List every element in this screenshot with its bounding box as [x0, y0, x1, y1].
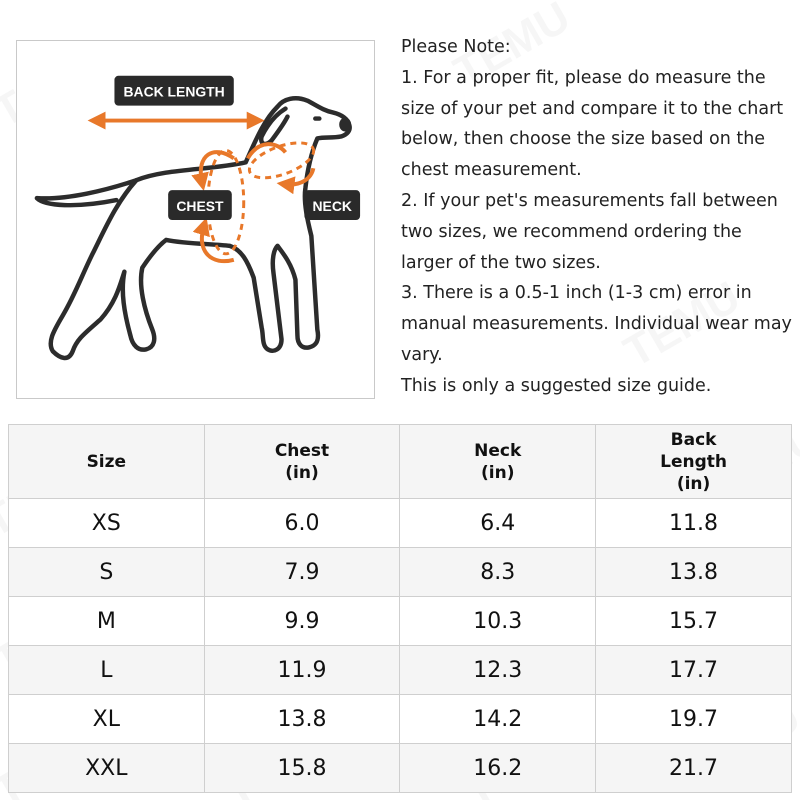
header-neck: Neck (in): [400, 425, 596, 499]
cell-neck: 8.3: [400, 548, 596, 597]
dog-diagram-svg: [17, 41, 374, 398]
table-row: [9, 744, 792, 793]
label-back-length-text: BACK LENGTH: [123, 83, 225, 100]
note-item-3: 3. There is a 0.5-1 inch (1-3 cm) error in manual measurements. Individual wear may vary.: [401, 283, 792, 365]
dog-outline: [37, 98, 350, 358]
dog-nose: [339, 118, 351, 132]
note-heading: Please Note:: [401, 37, 511, 57]
label-neck: [304, 190, 360, 220]
cell-back-length: 21.7: [596, 744, 792, 793]
cell-size: XXL: [9, 744, 205, 793]
cell-back-length: 17.7: [596, 646, 792, 695]
cell-size: XS: [9, 499, 205, 548]
table-header-row: [9, 425, 792, 499]
cell-neck: 12.3: [400, 646, 596, 695]
cell-chest: 6.0: [204, 499, 400, 548]
cell-size: S: [9, 548, 205, 597]
note-item-1: 1. For a proper fit, please do measure the size of your pet and compare it to the chart below, then choose the size based on the chest measurement.: [401, 67, 784, 181]
label-chest: [168, 190, 232, 220]
size-note: [401, 32, 797, 402]
header-chest: Chest (in): [204, 425, 400, 499]
header-size: Size: [9, 425, 205, 499]
cell-back-length: 11.8: [596, 499, 792, 548]
cell-size: M: [9, 597, 205, 646]
cell-chest: 9.9: [204, 597, 400, 646]
table-row: [9, 548, 792, 597]
cell-size: L: [9, 646, 205, 695]
cell-chest: 13.8: [204, 695, 400, 744]
size-chart-table: [8, 424, 792, 793]
label-back-length: [114, 76, 233, 106]
cell-neck: 10.3: [400, 597, 596, 646]
cell-back-length: 15.7: [596, 597, 792, 646]
label-neck-text: NECK: [312, 198, 352, 215]
table-row: [9, 499, 792, 548]
table-row: [9, 597, 792, 646]
note-footer: This is only a suggested size guide.: [401, 375, 712, 396]
cell-chest: 7.9: [204, 548, 400, 597]
cell-neck: 16.2: [400, 744, 596, 793]
label-chest-text: CHEST: [176, 198, 224, 215]
cell-neck: 14.2: [400, 695, 596, 744]
cell-back-length: 13.8: [596, 548, 792, 597]
measurement-diagram: [16, 40, 375, 399]
table-row: [9, 695, 792, 744]
note-item-2: 2. If your pet's measurements fall between two sizes, we recommend ordering the larger of the two sizes.: [401, 190, 778, 273]
cell-size: XL: [9, 695, 205, 744]
cell-neck: 6.4: [400, 499, 596, 548]
table-row: [9, 646, 792, 695]
cell-chest: 15.8: [204, 744, 400, 793]
cell-back-length: 19.7: [596, 695, 792, 744]
header-back-length: Back Length (in): [596, 425, 792, 499]
cell-chest: 11.9: [204, 646, 400, 695]
